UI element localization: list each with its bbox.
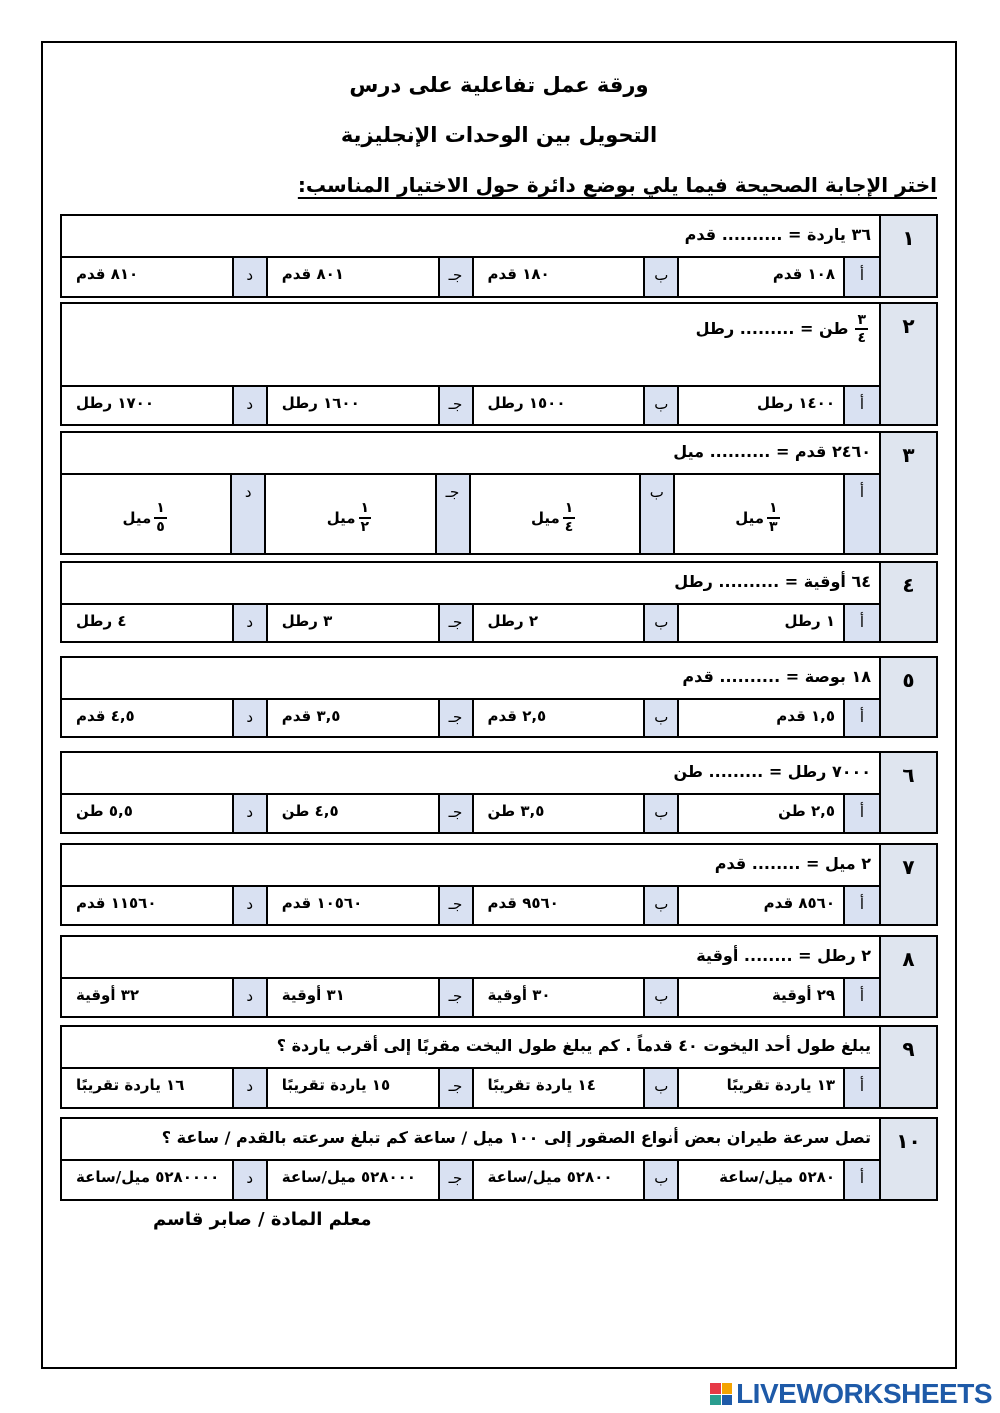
option-label: أ [843,700,879,736]
answer-option[interactable]: ١,٥ قدم [776,707,835,725]
option-label: جـ [438,1161,474,1199]
question-stem: ٢ رطل = ........ أوقية [62,937,879,979]
fraction-numerator: ١ [154,500,167,518]
option-label: جـ [438,795,474,832]
option-label: د [232,1069,268,1107]
question-2 [60,302,938,426]
option-label: جـ [438,979,474,1016]
answer-option[interactable] [266,475,434,553]
option-label: ب [643,887,679,924]
question-number: ٣ [879,433,936,553]
question-stem: ١٨ بوصة = .......... قدم [62,658,879,700]
answer-options [62,605,879,641]
answer-option[interactable]: ٥٢٨٠٠ ميل/ساعة [487,1168,613,1186]
option-label: د [232,887,268,924]
option-label: ب [643,979,679,1016]
option-label: ب [643,700,679,736]
question-8 [60,935,938,1018]
answer-option[interactable]: ١٨٠ قدم [487,265,550,283]
question-number: ٥ [879,658,936,736]
answer-option[interactable]: ٣١ أوقية [281,986,345,1004]
fraction-numerator: ٣ [855,312,868,330]
answer-option[interactable]: ١٦ ياردة تقريبًا [76,1076,185,1094]
option-label: أ [843,1161,879,1199]
option-label: جـ [438,700,474,736]
option-label: أ [843,887,879,924]
answer-option[interactable]: ٤,٥ طن [281,802,339,820]
answer-option[interactable]: ٨٠١ قدم [281,265,344,283]
question-number: ١ [879,216,936,296]
option-label: أ [843,475,879,553]
option-label: جـ [435,475,471,553]
question-stem: يبلغ طول أحد اليخوت ٤٠ قدماً . كم يبلغ طول اليخت مقربًا إلى أقرب ياردة ؟ [62,1027,879,1069]
answer-options [62,795,879,832]
option-label: د [232,258,268,296]
answer-option[interactable]: ١٤٠٠ رطل [757,394,835,412]
teacher-signature: معلم المادة / صابر قاسم [153,1209,372,1230]
option-unit: ميل [122,508,152,527]
answer-option[interactable]: ١ رطل [784,612,835,630]
answer-option[interactable]: ٨١٠ قدم [76,265,139,283]
question-number: ٩ [879,1027,936,1107]
option-label: ب [639,475,675,553]
liveworksheets-logo-icon [710,1383,732,1405]
option-label: جـ [438,387,474,424]
answer-option[interactable]: ١٥ ياردة تقريبًا [281,1076,391,1094]
option-fraction [563,500,576,534]
option-label: ب [643,605,679,641]
question-4 [60,561,938,643]
answer-option[interactable]: ٢ رطل [487,612,539,630]
question-5 [60,656,938,738]
option-label: أ [843,795,879,832]
answer-options [62,1069,879,1107]
option-label: جـ [438,887,474,924]
option-label: د [232,387,268,424]
answer-option[interactable]: ٣ رطل [281,612,333,630]
answer-option[interactable] [471,475,639,553]
answer-option[interactable]: ٤ رطل [76,612,127,630]
question-stem: تصل سرعة طيران بعض أنواع الصقور إلى ١٠٠ ميل / ساعة كم تبلغ سرعته بالقدم / ساعة ؟ [62,1119,879,1161]
question-stem: ٦٤ أوقية = .......... رطل [62,563,879,605]
answer-option[interactable]: ٥٢٨٠ ميل/ساعة [719,1168,835,1186]
question-number: ٢ [879,304,936,424]
liveworksheets-watermark [710,1378,992,1410]
question-stem: ٢ ميل = ........ قدم [62,845,879,887]
option-label: د [232,795,268,832]
question-number: ٧ [879,845,936,924]
answer-options [62,387,879,424]
fraction-denominator: ٤ [857,330,866,347]
option-label: أ [843,979,879,1016]
answer-option[interactable]: ٤,٥ قدم [76,707,135,725]
question-stem: ٧٠٠٠ رطل = ......... طن [62,753,879,795]
answer-options [62,887,879,924]
answer-option[interactable]: ٣,٥ قدم [281,707,341,725]
answer-option[interactable]: ١١٥٦٠ قدم [76,894,157,912]
answer-option[interactable]: ٥٢٨٠٠٠٠ ميل/ساعة [76,1168,220,1186]
watermark-text: LIVEWORKSHEETS [736,1378,992,1409]
option-label: ب [643,1161,679,1199]
fraction-denominator: ٥ [156,518,165,535]
option-label: أ [843,387,879,424]
fraction-numerator: ١ [563,500,576,518]
question-stem: ٣٦ ياردة = .......... قدم [62,216,879,258]
question-number: ٤ [879,563,936,641]
instructions: اختر الإجابة الصحيحة فيما يلي بوضع دائرة حول الاختيار المناسب: [297,173,937,197]
answer-option[interactable]: ١٤ ياردة تقريبًا [487,1076,596,1094]
answer-option[interactable] [675,475,843,553]
stem-text: طن = ......... رطل [695,318,849,338]
answer-option[interactable]: ٣٠ أوقية [487,986,551,1004]
question-10 [60,1117,938,1201]
answer-options [62,258,879,296]
answer-options [62,1161,879,1199]
answer-option[interactable]: ٥,٥ طن [76,802,133,820]
answer-options [62,979,879,1016]
answer-option[interactable]: ١٣ ياردة تقريبًا [726,1076,835,1094]
option-label: جـ [438,258,474,296]
question-number: ١٠ [879,1119,936,1199]
option-unit: ميل [530,508,560,527]
question-number: ٦ [879,753,936,832]
answer-option[interactable]: ٢,٥ قدم [487,707,547,725]
option-label: ب [643,258,679,296]
answer-option[interactable] [62,475,230,553]
option-fraction [359,500,372,534]
question-number: ٨ [879,937,936,1016]
option-fraction [767,500,780,534]
option-label: د [232,979,268,1016]
answer-option[interactable]: ٣,٥ طن [487,802,545,820]
fraction-denominator: ٣ [769,518,778,535]
fraction-denominator: ٤ [564,518,574,535]
answer-option[interactable]: ٢,٥ طن [778,802,835,820]
option-label: ب [643,1069,679,1107]
answer-option[interactable]: ١٠٨ قدم [772,265,835,283]
answer-option[interactable]: ٨٥٦٠ قدم [763,894,835,912]
option-label: د [232,605,268,641]
question-7 [60,843,938,926]
answer-option[interactable]: ١٦٠٠ رطل [281,394,360,412]
answer-options [62,700,879,736]
stem-fraction [855,312,868,346]
option-label: ب [643,795,679,832]
question-stem: ٢٤٦٠ قدم = .......... ميل [62,433,879,475]
question-stem [62,304,879,387]
fraction-denominator: ٢ [360,518,370,535]
fraction-numerator: ١ [359,500,372,518]
answer-option[interactable]: ٣٢ أوقية [76,986,140,1004]
option-label: أ [843,605,879,641]
answer-option[interactable]: ٢٩ أوقية [771,986,835,1004]
option-label: جـ [438,1069,474,1107]
option-label: أ [843,258,879,296]
answer-option[interactable]: ١٧٠٠ رطل [76,394,154,412]
option-label: د [232,700,268,736]
answer-option[interactable]: ١٠٥٦٠ قدم [281,894,363,912]
option-label: د [230,475,266,553]
option-label: أ [843,1069,879,1107]
option-unit: ميل [326,508,356,527]
answer-options [62,475,879,553]
lesson-title: التحويل بين الوحدات الإنجليزية [340,123,658,147]
option-unit: ميل [735,508,765,527]
worksheet-title: ورقة عمل تفاعلية على درس [349,73,649,97]
option-label: د [232,1161,268,1199]
question-9 [60,1025,938,1109]
answer-option[interactable]: ٩٥٦٠ قدم [487,894,559,912]
option-label: ب [643,387,679,424]
option-fraction [154,500,167,534]
worksheet-page [41,41,957,1369]
option-label: جـ [438,605,474,641]
fraction-numerator: ١ [767,500,780,518]
question-1 [60,214,938,298]
question-3 [60,431,938,555]
answer-option[interactable]: ١٥٠٠ رطل [487,394,566,412]
question-6 [60,751,938,834]
answer-option[interactable]: ٥٢٨٠٠٠ ميل/ساعة [281,1168,416,1186]
